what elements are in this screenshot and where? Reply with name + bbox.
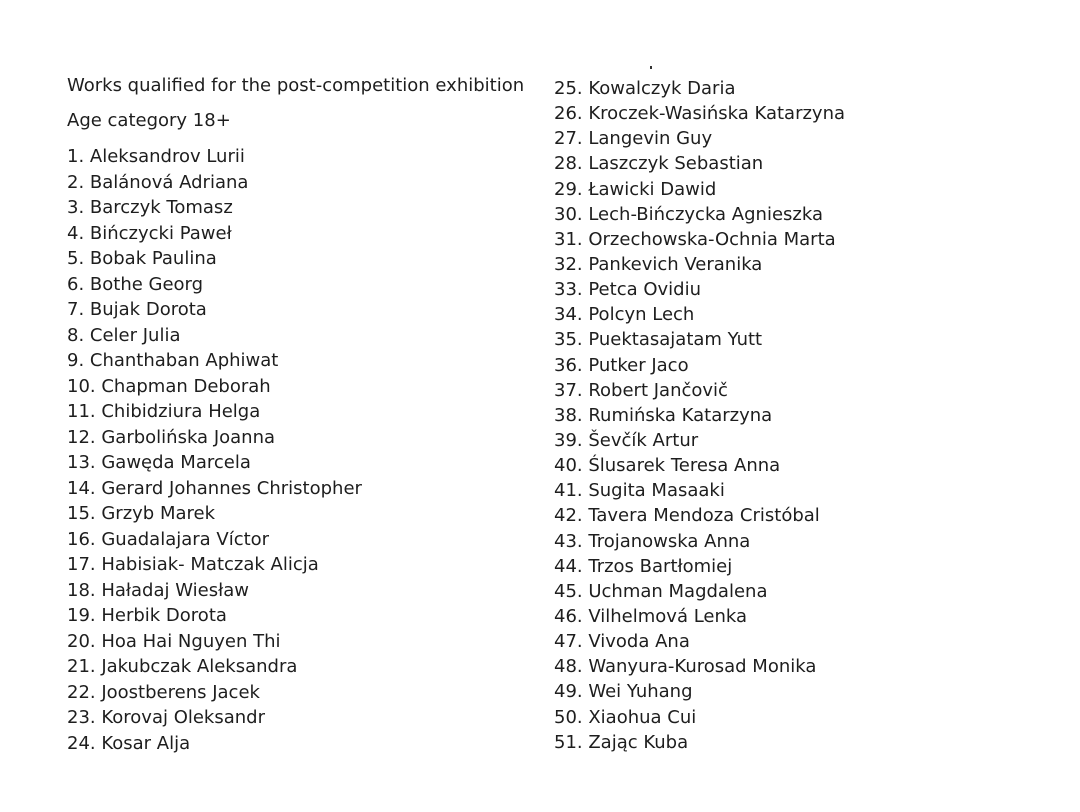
participant-list-item: 51. Zając Kuba <box>554 731 689 753</box>
participant-list-item: 26. Kroczek-Wasińska Katarzyna <box>554 103 846 125</box>
participant-list-item: 20. Hoa Hai Nguyen Thi <box>67 630 281 652</box>
age-category-heading: Age category 18+ <box>67 110 231 131</box>
participant-list-item: 48. Wanyura-Kurosad Monika <box>554 656 817 678</box>
participant-list-item: 33. Petca Ovidiu <box>554 279 701 301</box>
participant-list-item: 11. Chibidziura Helga <box>67 401 261 422</box>
cropped-text-fragment <box>650 66 652 69</box>
participant-list-item: 8. Celer Julia <box>67 324 181 346</box>
participant-list-item: 12. Garbolińska Joanna <box>67 426 276 448</box>
participant-list-item: 2. Balánová Adriana <box>67 171 249 193</box>
participants-list-right <box>554 76 845 755</box>
document-title: Works qualified for the post-competition exhibition <box>67 75 525 96</box>
participant-list-item: 15. Grzyb Marek <box>67 503 216 524</box>
participant-list-item: 43. Trojanowska Anna <box>554 530 751 552</box>
participant-list-item: 13. Gawęda Marcela <box>67 452 251 473</box>
participant-list-item: 17. Habisiak- Matczak Alicja <box>67 554 319 575</box>
participant-list-item: 40. Ślusarek Teresa Anna <box>554 455 781 477</box>
participant-list-item: 41. Sugita Masaaki <box>554 480 725 502</box>
participant-list-item: 22. Joostberens Jacek <box>67 681 260 703</box>
participant-list-item: 35. Puektasajatam Yutt <box>554 329 763 351</box>
participant-list-item: 23. Korovaj Oleksandr <box>67 707 265 728</box>
participant-list-item: 25. Kowalczyk Daria <box>554 78 736 99</box>
participant-list-item: 29. Ławicki Dawid <box>554 178 717 200</box>
participant-list-item: 37. Robert Jančovič <box>554 379 728 401</box>
participant-list-item: 6. Bothe Georg <box>67 273 204 295</box>
participant-list-item: 49. Wei Yuhang <box>554 681 693 703</box>
participant-list-item: 34. Polcyn Lech <box>554 304 695 326</box>
participant-list-item: 27. Langevin Guy <box>554 128 713 150</box>
participant-list-item: 46. Vilhelmová Lenka <box>554 605 748 627</box>
participant-list-item: 39. Ševčík Artur <box>554 429 699 451</box>
participant-list-item: 3. Barczyk Tomasz <box>67 197 233 218</box>
participant-list-item: 18. Haładaj Wiesław <box>67 579 249 601</box>
participant-list-item: 47. Vivoda Ana <box>554 631 690 653</box>
participant-list-item: 9. Chanthaban Aphiwat <box>67 350 279 371</box>
participant-list-item: 21. Jakubczak Aleksandra <box>67 656 298 677</box>
participant-list-item: 30. Lech-Bińczycka Agnieszka <box>554 203 823 225</box>
participant-list-item: 32. Pankevich Veranika <box>554 253 763 275</box>
participant-list-item: 36. Putker Jaco <box>554 354 689 376</box>
participant-list-item: 31. Orzechowska-Ochnia Marta <box>554 228 836 250</box>
participants-list-left <box>67 144 362 756</box>
participant-list-item: 44. Trzos Bartłomiej <box>554 555 733 577</box>
participant-list-item: 10. Chapman Deborah <box>67 375 271 397</box>
participant-list-item: 4. Bińczycki Paweł <box>67 222 232 244</box>
participant-list-item: 42. Tavera Mendoza Cristóbal <box>554 505 820 527</box>
participant-list-item: 24. Kosar Alja <box>67 732 191 754</box>
participant-list-item: 16. Guadalajara Víctor <box>67 528 270 550</box>
participant-list-item: 45. Uchman Magdalena <box>554 580 768 602</box>
participant-list-item: 14. Gerard Johannes Christopher <box>67 477 362 499</box>
participant-list-item: 7. Bujak Dorota <box>67 299 207 320</box>
participant-list-item: 5. Bobak Paulina <box>67 248 217 269</box>
participant-list-item: 38. Rumińska Katarzyna <box>554 404 773 426</box>
participant-list-item: 28. Laszczyk Sebastian <box>554 153 764 175</box>
participant-list-item: 50. Xiaohua Cui <box>554 706 697 728</box>
participant-list-item: 19. Herbik Dorota <box>67 605 227 626</box>
participant-list-item: 1. Aleksandrov Lurii <box>67 146 245 167</box>
